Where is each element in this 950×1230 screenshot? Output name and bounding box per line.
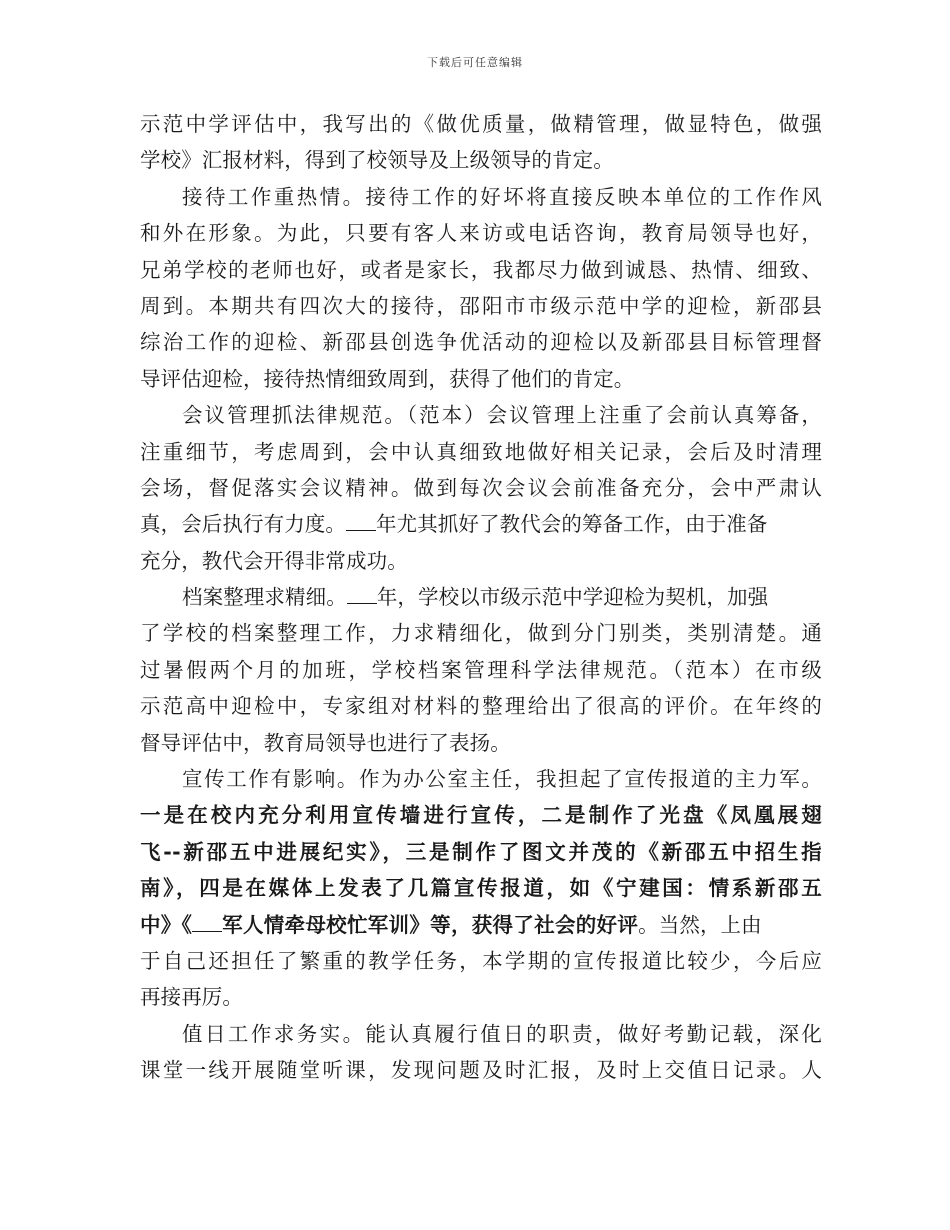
text-line: 过暑假两个月的加班，学校档案管理科学法律规范。（范本）在市级 (140, 657, 822, 682)
paragraph-start-line (140, 579, 822, 615)
text-line: 导评估迎检，接待热情细致周到，获得了他们的肯定。 (140, 366, 635, 391)
text-line: 课堂一线开展随堂听课，发现问题及时汇报，及时上交值日记录。人 (140, 1058, 822, 1083)
text-segment: 年尤其抓好了教代会的筹备工作，由于准备 (376, 512, 768, 537)
blank-underline (192, 913, 222, 932)
text-line: 会场，督促落实会议精神。做到每次会议会前准备充分，会中严肃认 (140, 475, 822, 500)
blank-underline (347, 585, 377, 604)
bold-text-line: 飞--新邵五中进展纪实》，三是制作了图文并茂的《新邵五中招生指 (140, 839, 822, 864)
bold-segment: 中》《 (140, 912, 193, 937)
text-line: 综治工作的迎检、新邵县创选争优活动的迎检以及新邵县目标管理督 (140, 330, 822, 355)
text-line (140, 907, 822, 943)
text-line: 学校》汇报材料，得到了校领导及上级领导的肯定。 (140, 148, 614, 173)
bold-text-line: 南》，四是在媒体上发表了几篇宣传报道，如《宁建国：情系新邵五 (140, 876, 822, 901)
text-segment: 。当然，上由 (638, 912, 762, 937)
text-line: 了学校的档案整理工作，力求精细化，做到分门别类，类别清楚。通 (140, 621, 822, 646)
bold-segment: 军人情牵母校忙军训》等，获得了社会的好评 (222, 912, 639, 937)
text-line: 周到。本期共有四次大的接待，邵阳市市级示范中学的迎检，新邵县 (140, 293, 822, 318)
paragraph-start-line: 会议管理抓法律规范。（范本）会议管理上注重了会前认真筹备， (182, 403, 822, 428)
text-line: 充分，教代会开得非常成功。 (140, 548, 408, 573)
text-line: 示范高中迎检中，专家组对材料的整理给出了很高的评价。在年终的 (140, 694, 822, 719)
text-segment: 真，会后执行有力度。 (140, 512, 346, 537)
page-header: 下载后可任意编辑 (427, 56, 523, 69)
text-line: 注重细节，考虑周到，会中认真细致地做好相关记录，会后及时清理 (140, 439, 822, 464)
text-line: 和外在形象。为此，只要有客人来访或电话咨询，教育局领导也好， (140, 221, 822, 246)
text-segment: 档案整理求精细。 (182, 585, 347, 610)
document-body (140, 106, 822, 1089)
paragraph-start-line: 宣传工作有影响。作为办公室主任，我担起了宣传报道的主力军。 (182, 767, 822, 792)
bold-text-line: 一是在校内充分利用宣传墙进行宣传，二是制作了光盘《凤凰展翅 (140, 803, 822, 828)
text-segment: 年，学校以市级示范中学迎检为契机，加强 (376, 585, 769, 610)
text-line: 于自己还担任了繁重的教学任务，本学期的宣传报道比较少，今后应 (140, 948, 822, 973)
text-line: 再接再厉。 (140, 985, 243, 1010)
text-line: 示范中学评估中，我写出的《做优质量，做精管理，做显特色，做强 (140, 112, 822, 136)
paragraph-start-line: 接待工作重热情。接待工作的好坏将直接反映本单位的工作作风 (182, 184, 822, 209)
text-line (140, 506, 822, 542)
paragraph-start-line: 值日工作求务实。能认真履行值日的职责，做好考勤记载，深化 (182, 1021, 822, 1046)
text-line: 督导评估中，教育局领导也进行了表扬。 (140, 730, 511, 755)
blank-underline (346, 512, 376, 531)
text-line: 兄弟学校的老师也好，或者是家长，我都尽力做到诚恳、热情、细致、 (140, 257, 822, 282)
